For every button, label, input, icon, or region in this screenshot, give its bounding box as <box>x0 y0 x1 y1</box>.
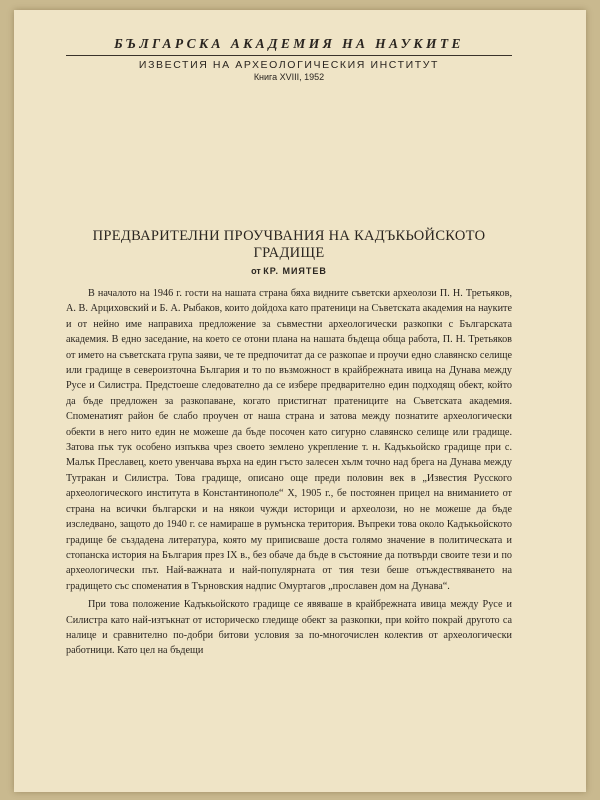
volume-info: Книга XVIII, 1952 <box>253 72 325 82</box>
article-title-line-2: ГРАДИЩЕ <box>253 245 325 261</box>
header-rule <box>66 55 512 56</box>
paragraph-2: При това положение Кадъкьойското градище се явяваше в крайбрежната ивица между Русе и Силистра като най-изтъкнат от историческо гледище обект за разкопки, при който покрай другото са налице и сравнително по-добри битови условия за по-многочислен колектив от археологически работници. Като цел на бъдещи <box>66 599 512 657</box>
article-body <box>66 286 512 659</box>
academy-name: БЪЛГАРСКА АКАДЕМИЯ НА НАУКИТЕ <box>114 36 464 51</box>
article-title-line-1: ПРЕДВАРИТЕЛНИ ПРОУЧВАНИЯ НА КАДЪКЬОЙСКОТО <box>92 228 486 244</box>
author-prefix: от <box>251 266 261 276</box>
paragraph-1: В началото на 1946 г. гости на нашата страна бяха видните съветски археолози П. Н. Третьяков, А. В. Арциховский и Б. А. Рыбаков, които дойдоха като пратеници на Съветската академия на науките и от нейно име направиха предложение за съвместни археологически разкопки с Българската академия. В едно заседание, на което се отони плана на нашата бъдеща обща работа, П. Н. Третьяков от името на съветската група заяви, че те предпочитат да се разкопае и проучи едно славянско селище или градище в североизточна България и то по възможност в крайбрежната ивица на Дунава между Русе и Силистра. Предстоеше следователно да се избере предварително един подходящ обект, който да бъде предложен за разкопаване, когато пристигнат пратениците на Съветската академия. Споменатият район бе слабо проучен от наша страна и затова между познатите археологически обекти в него нито един не можеше да бъде посочен като сигурно славянско селище или градище. Затова пък тук особено изпъква чрез своето землено укрепление т. н. Кадъкьойско градище при с. Малък Преславец, което увенчава върха на един гъсто залесен хълм точно над брега на Дунава между Тутракан и Силистра. Това градище, описано още преди половин век в „Известия Русского археологического института в Константинополе“ X, 1905 г., бе постоянен прицел на вниманието от страна на всички български и на някои чужди историци и археолози, но не можеше да бъде изследвано, защото до 1940 г. се намираше в румънска територия. Въпреки това около Кадъкьойското градище бе създадена литература, която му приписваше доста голямо значение в политическата и стопанска история на България през IX в., без обаче да бъде в състояние да потвърди своите тези и по археологически път. Най-важната и най-популярната от тия тези беше отъждествяването на градището със споменатия в Търновския надпис Омуртагов „прославен дом на Дунава“. <box>66 288 512 592</box>
article-title <box>66 228 512 262</box>
document-page <box>14 10 586 792</box>
institute-name: ИЗВЕСТИЯ НА АРХЕОЛОГИЧЕСКИЯ ИНСТИТУТ <box>138 59 440 71</box>
author-name: КР. МИЯТЕВ <box>263 266 327 276</box>
journal-header <box>66 36 512 82</box>
article-author <box>66 266 512 276</box>
page-content <box>66 36 512 662</box>
